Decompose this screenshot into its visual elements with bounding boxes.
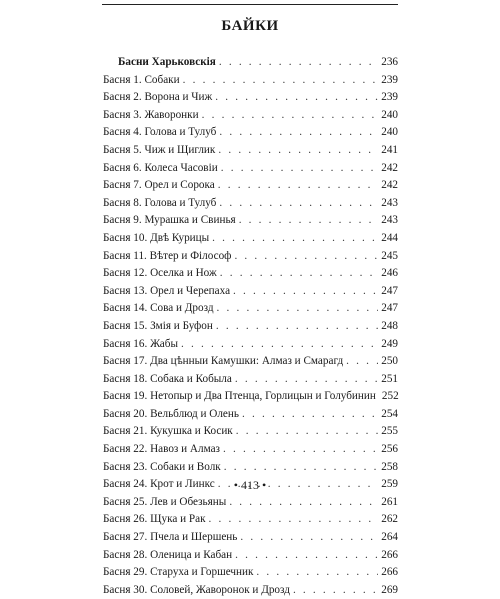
toc-entry <box>103 423 398 441</box>
toc-entry-page: 262 <box>381 513 398 526</box>
toc-entry <box>103 529 398 547</box>
leader-dots <box>223 441 378 459</box>
leader-dots <box>235 371 378 389</box>
toc-entry-label: Басня 19. Нетопыр и Два Птенца, Горлицын и Голубинин <box>103 390 376 403</box>
toc-entry-label: Басня 26. Щука и Рак <box>103 513 206 526</box>
toc-entry-label: Басня 20. Вельблюд и Олень <box>103 407 239 420</box>
toc-entry-label: Басня 13. Орел и Черепаха <box>103 284 231 297</box>
page-number: • 413 • <box>233 478 267 492</box>
leader-dots <box>346 353 378 371</box>
toc-section-page: 236 <box>381 56 398 68</box>
toc-entry-page: 247 <box>381 284 398 297</box>
table-of-contents <box>103 54 398 599</box>
toc-entry-page: 242 <box>381 179 398 192</box>
leader-dots <box>209 511 379 529</box>
leader-dots <box>219 195 378 213</box>
toc-entry-page: 252 <box>381 390 399 403</box>
toc-entry <box>103 547 398 565</box>
toc-entry <box>103 212 398 230</box>
leader-dots <box>224 459 379 477</box>
toc-entry-label: Басня 24. Крот и Линкс <box>103 478 215 491</box>
toc-entry-page: 254 <box>381 407 398 420</box>
toc-section-label: Басни Харьковскія <box>118 56 216 68</box>
toc-entry <box>103 582 398 599</box>
toc-entry-label: Басня 3. Жаворонки <box>103 108 199 121</box>
toc-entry <box>103 388 398 406</box>
toc-entry-label: Басня 23. Собаки и Волк <box>103 460 221 473</box>
toc-entry <box>103 107 398 125</box>
toc-entry <box>103 160 398 178</box>
toc-entry <box>103 353 398 371</box>
toc-entry <box>103 177 398 195</box>
toc-entry-label: Басня 12. Оселка и Нож <box>103 267 217 280</box>
toc-entry <box>103 142 398 160</box>
toc-entry <box>103 195 398 213</box>
toc-entry <box>103 406 398 424</box>
leader-dots <box>218 177 378 195</box>
toc-entry <box>103 230 398 248</box>
toc-entry-page: 264 <box>381 531 398 544</box>
leader-dots <box>181 336 378 354</box>
toc-entry-page: 240 <box>381 108 398 121</box>
toc-entry-label: Басня 25. Лев и Обезьяны <box>103 495 227 508</box>
toc-entry-label: Басня 27. Пчела и Шершень <box>103 531 238 544</box>
toc-entry-page: 246 <box>381 267 398 280</box>
toc-entry-page: 258 <box>381 460 398 473</box>
toc-entry <box>103 248 398 266</box>
toc-entry-page: 240 <box>381 126 398 139</box>
toc-entry <box>103 318 398 336</box>
toc-entry <box>103 72 398 90</box>
toc-entry-page: 256 <box>381 443 398 456</box>
leader-dots <box>239 212 379 230</box>
toc-entry-label: Басня 15. Змія и Буфон <box>103 319 213 332</box>
toc-entry <box>103 511 398 529</box>
toc-entry-page: 242 <box>381 161 398 174</box>
toc-entry-label: Басня 11. Вѣтер и Філософ <box>103 249 232 262</box>
toc-entry-label: Басня 17. Два цѣнныи Камушки: Алмаз и Смарагд <box>103 355 344 368</box>
toc-entry <box>103 494 398 512</box>
toc-entry-label: Басня 30. Соловей, Жаворонок и Дрозд <box>103 583 290 596</box>
leader-dots <box>240 529 378 547</box>
leader-dots <box>217 300 379 318</box>
toc-entry-label: Басня 9. Мурашка и Свинья <box>103 214 236 227</box>
toc-entry-label: Басня 6. Колеса Часовіи <box>103 161 218 174</box>
toc-entry-label: Басня 22. Навоз и Алмаз <box>103 443 220 456</box>
leader-dots <box>233 283 378 301</box>
toc-entry-page: 261 <box>381 495 398 508</box>
leader-dots <box>293 582 378 599</box>
toc-entry-page: 244 <box>381 231 398 244</box>
toc-entry <box>103 564 398 582</box>
leader-dots <box>256 564 378 582</box>
toc-entry <box>103 283 398 301</box>
toc-entry <box>103 371 398 389</box>
leader-dots <box>219 54 378 72</box>
leader-dots <box>183 72 379 90</box>
toc-entry-page: 266 <box>381 548 398 561</box>
leader-dots <box>202 107 379 125</box>
toc-entry-page: 245 <box>381 249 398 262</box>
toc-entry <box>103 300 398 318</box>
toc-entry-page: 247 <box>381 302 398 315</box>
toc-entry-page: 241 <box>381 143 398 156</box>
toc-entry-page: 269 <box>381 583 398 596</box>
toc-entry-label: Басня 10. Двѣ Курицы <box>103 231 210 244</box>
toc-entry-label: Басня 18. Собака и Кобыла <box>103 372 232 385</box>
toc-entry <box>103 89 398 107</box>
toc-entry-page: 266 <box>381 566 398 579</box>
toc-entry-page: 239 <box>381 91 398 104</box>
toc-entry-page: 243 <box>381 196 398 209</box>
leader-dots <box>221 160 379 178</box>
toc-entry-page: 255 <box>381 425 398 438</box>
leader-dots <box>242 406 378 424</box>
toc-entry-page: 250 <box>381 355 398 368</box>
toc-entry-label: Басня 28. Оленица и Кабан <box>103 548 233 561</box>
toc-entry-page: 239 <box>381 73 398 86</box>
toc-section-heading <box>103 54 398 72</box>
toc-entry <box>103 336 398 354</box>
leader-dots <box>236 423 378 441</box>
toc-entry-label: Басня 5. Чиж и Щиглик <box>103 143 216 156</box>
header-rule <box>102 4 398 5</box>
toc-entry-page: 251 <box>381 372 398 385</box>
toc-entry-label: Басня 1. Собаки <box>103 73 180 86</box>
toc-entry-label: Басня 7. Орел и Сорока <box>103 179 215 192</box>
toc-entry <box>103 441 398 459</box>
toc-entry-page: 249 <box>381 337 398 350</box>
toc-entry-label: Басня 21. Кукушка и Косик <box>103 425 233 438</box>
toc-entry-label: Басня 4. Голова и Тулуб <box>103 126 217 139</box>
leader-dots <box>215 89 378 107</box>
toc-entry <box>103 124 398 142</box>
toc-entry-label: Басня 2. Ворона и Чиж <box>103 91 213 104</box>
leader-dots <box>219 124 378 142</box>
leader-dots <box>235 547 378 565</box>
toc-entry-label: Басня 14. Сова и Дрозд <box>103 302 214 315</box>
leader-dots <box>234 248 378 266</box>
toc-entry-label: Басня 8. Голова и Тулуб <box>103 196 217 209</box>
toc-entry <box>103 459 398 477</box>
toc-entry-page: 243 <box>381 214 398 227</box>
leader-dots <box>212 230 378 248</box>
leader-dots <box>229 494 378 512</box>
leader-dots <box>216 318 378 336</box>
toc-entry-label: Басня 29. Старуха и Горшечник <box>103 566 254 579</box>
toc-entry <box>103 265 398 283</box>
page-title: БАЙКИ <box>221 18 279 34</box>
leader-dots <box>220 265 378 283</box>
toc-entry-label: Басня 16. Жабы <box>103 337 178 350</box>
toc-entry-page: 248 <box>381 319 398 332</box>
leader-dots <box>218 142 378 160</box>
toc-entry-page: 259 <box>381 478 398 491</box>
